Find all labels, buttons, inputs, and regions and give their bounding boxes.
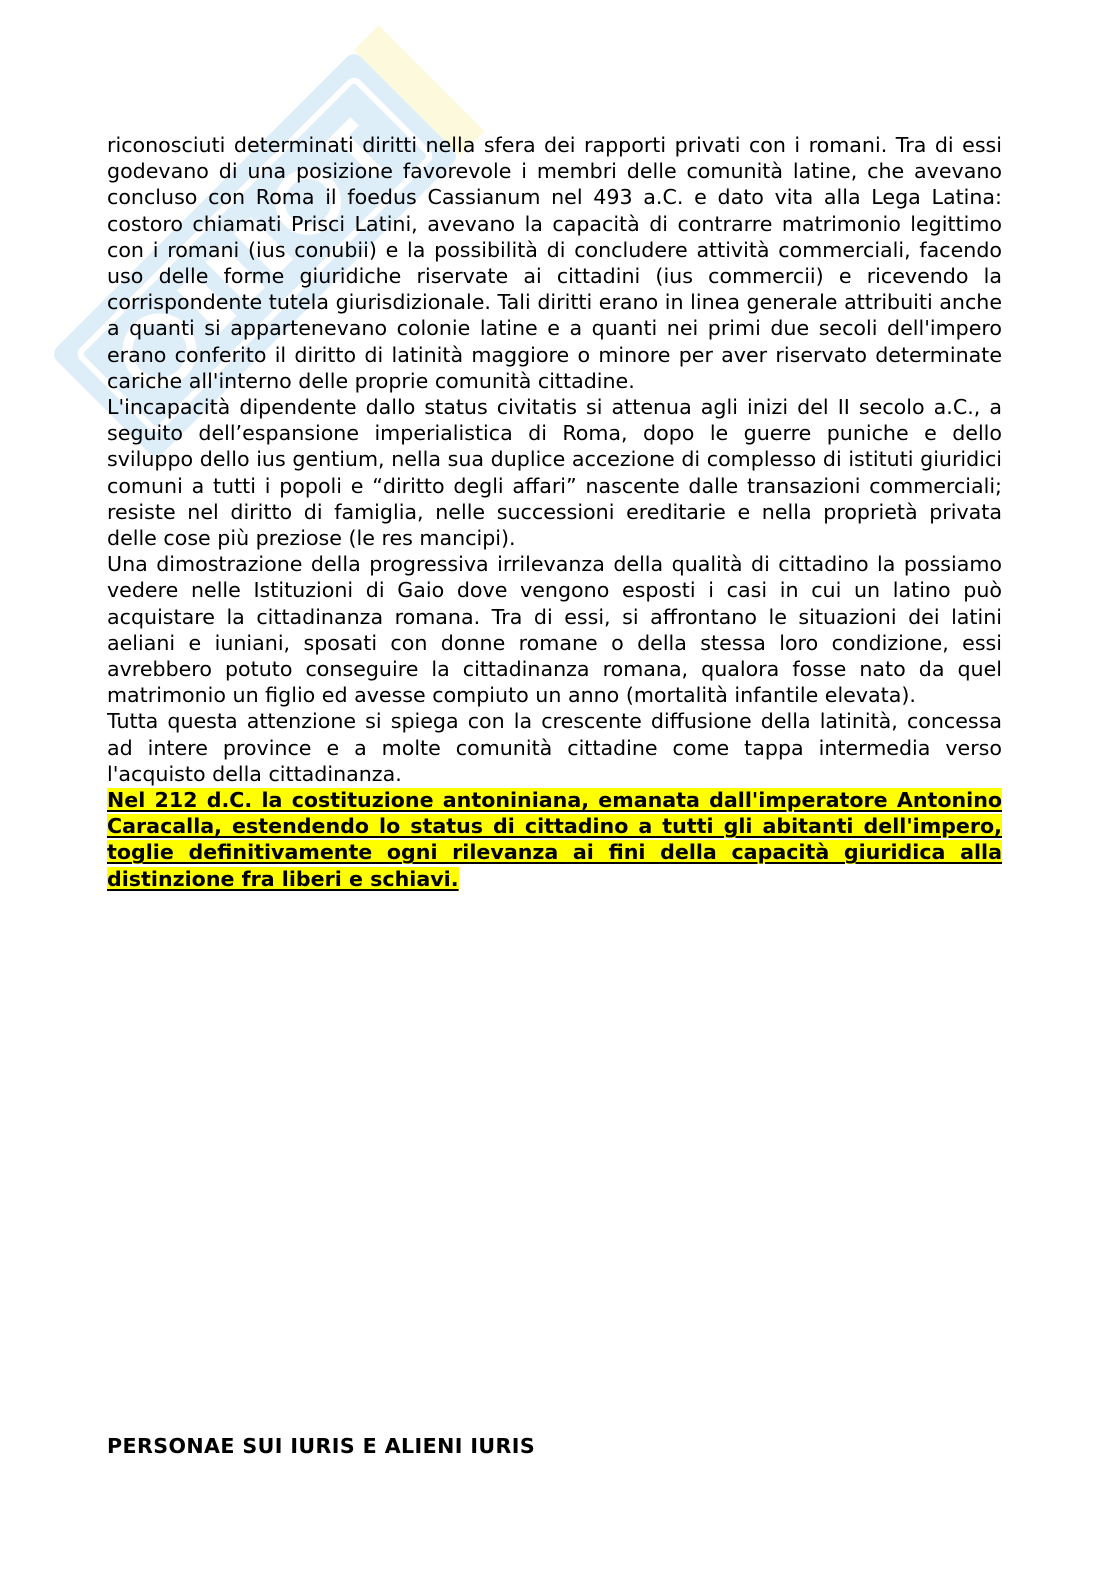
highlighted-text: Nel 212 d.C. la costituzione antoniniana, emanata dall'imperatore Antonino Caracalla, estendendo lo status di cittadino a tutti gli abitanti dell'impero, toglie definitivamente ogni rilevanza ai fini della capacità giuridica alla distinzione fra liberi e schiavi. [107, 788, 1002, 891]
paragraph: Tutta questa attenzione si spiega con la crescente diffusione della latinità, concessa ad intere province e a molte comunità cittadine come tappa intermedia verso l'acquisto della cittadinanza. [107, 709, 1002, 786]
document-body [107, 132, 1002, 892]
highlighted-paragraph [107, 787, 1002, 892]
paragraph: riconosciuti determinati diritti nella sfera dei rapporti privati con i romani. Tra di essi godevano di una posizione favorevole i membri delle comunità latine, che avevano concluso con Roma il foedus Cassianum nel 493 a.C. e dato vita alla Lega Latina: costoro chiamati Prisci Latini, avevano la capacità di contrarre matrimonio legittimo con i romani (ius conubii) e la possibilità di concludere attività commerciali, facendo uso delle forme giuridiche riservate ai cittadini (ius commercii) e ricevendo la corrispondente tutela giurisdizionale. Tali diritti erano in linea generale attribuiti anche a quanti si appartenevano colonie latine e a quanti nei primi due secoli dell'impero erano conferito il diritto di latinità maggiore o minore per aver riservato determinate cariche all'interno delle proprie comunità cittadine. [107, 133, 1002, 393]
paragraph: Una dimostrazione della progressiva irrilevanza della qualità di cittadino la possiamo vedere nelle Istituzioni di Gaio dove vengono esposti i casi in cui un latino può acquistare la cittadinanza romana. Tra di essi, si affrontano le situazioni dei latini aeliani e iuniani, sposati con donne romane o della stessa loro condizione, essi avrebbero potuto conseguire la cittadinanza romana, qualora fosse nato da quel matrimonio un figlio ed avesse compiuto un anno (mortalità infantile elevata). [107, 552, 1002, 708]
section-heading: PERSONAE SUI IURIS E ALIENI IURIS [107, 1434, 536, 1458]
paragraph: L'incapacità dipendente dallo status civitatis si attenua agli inizi del II secolo a.C., a seguito dell’espansione imperialistica di Roma, dopo le guerre puniche e dello sviluppo dello ius gentium, nella sua duplice accezione di complesso di istituti giuridici comuni a tutti i popoli e “diritto degli affari” nascente dalle transazioni commerciali; resiste nel diritto di famiglia, nelle successioni ereditarie e nella proprietà privata delle cose più preziose (le res mancipi). [107, 395, 1002, 551]
